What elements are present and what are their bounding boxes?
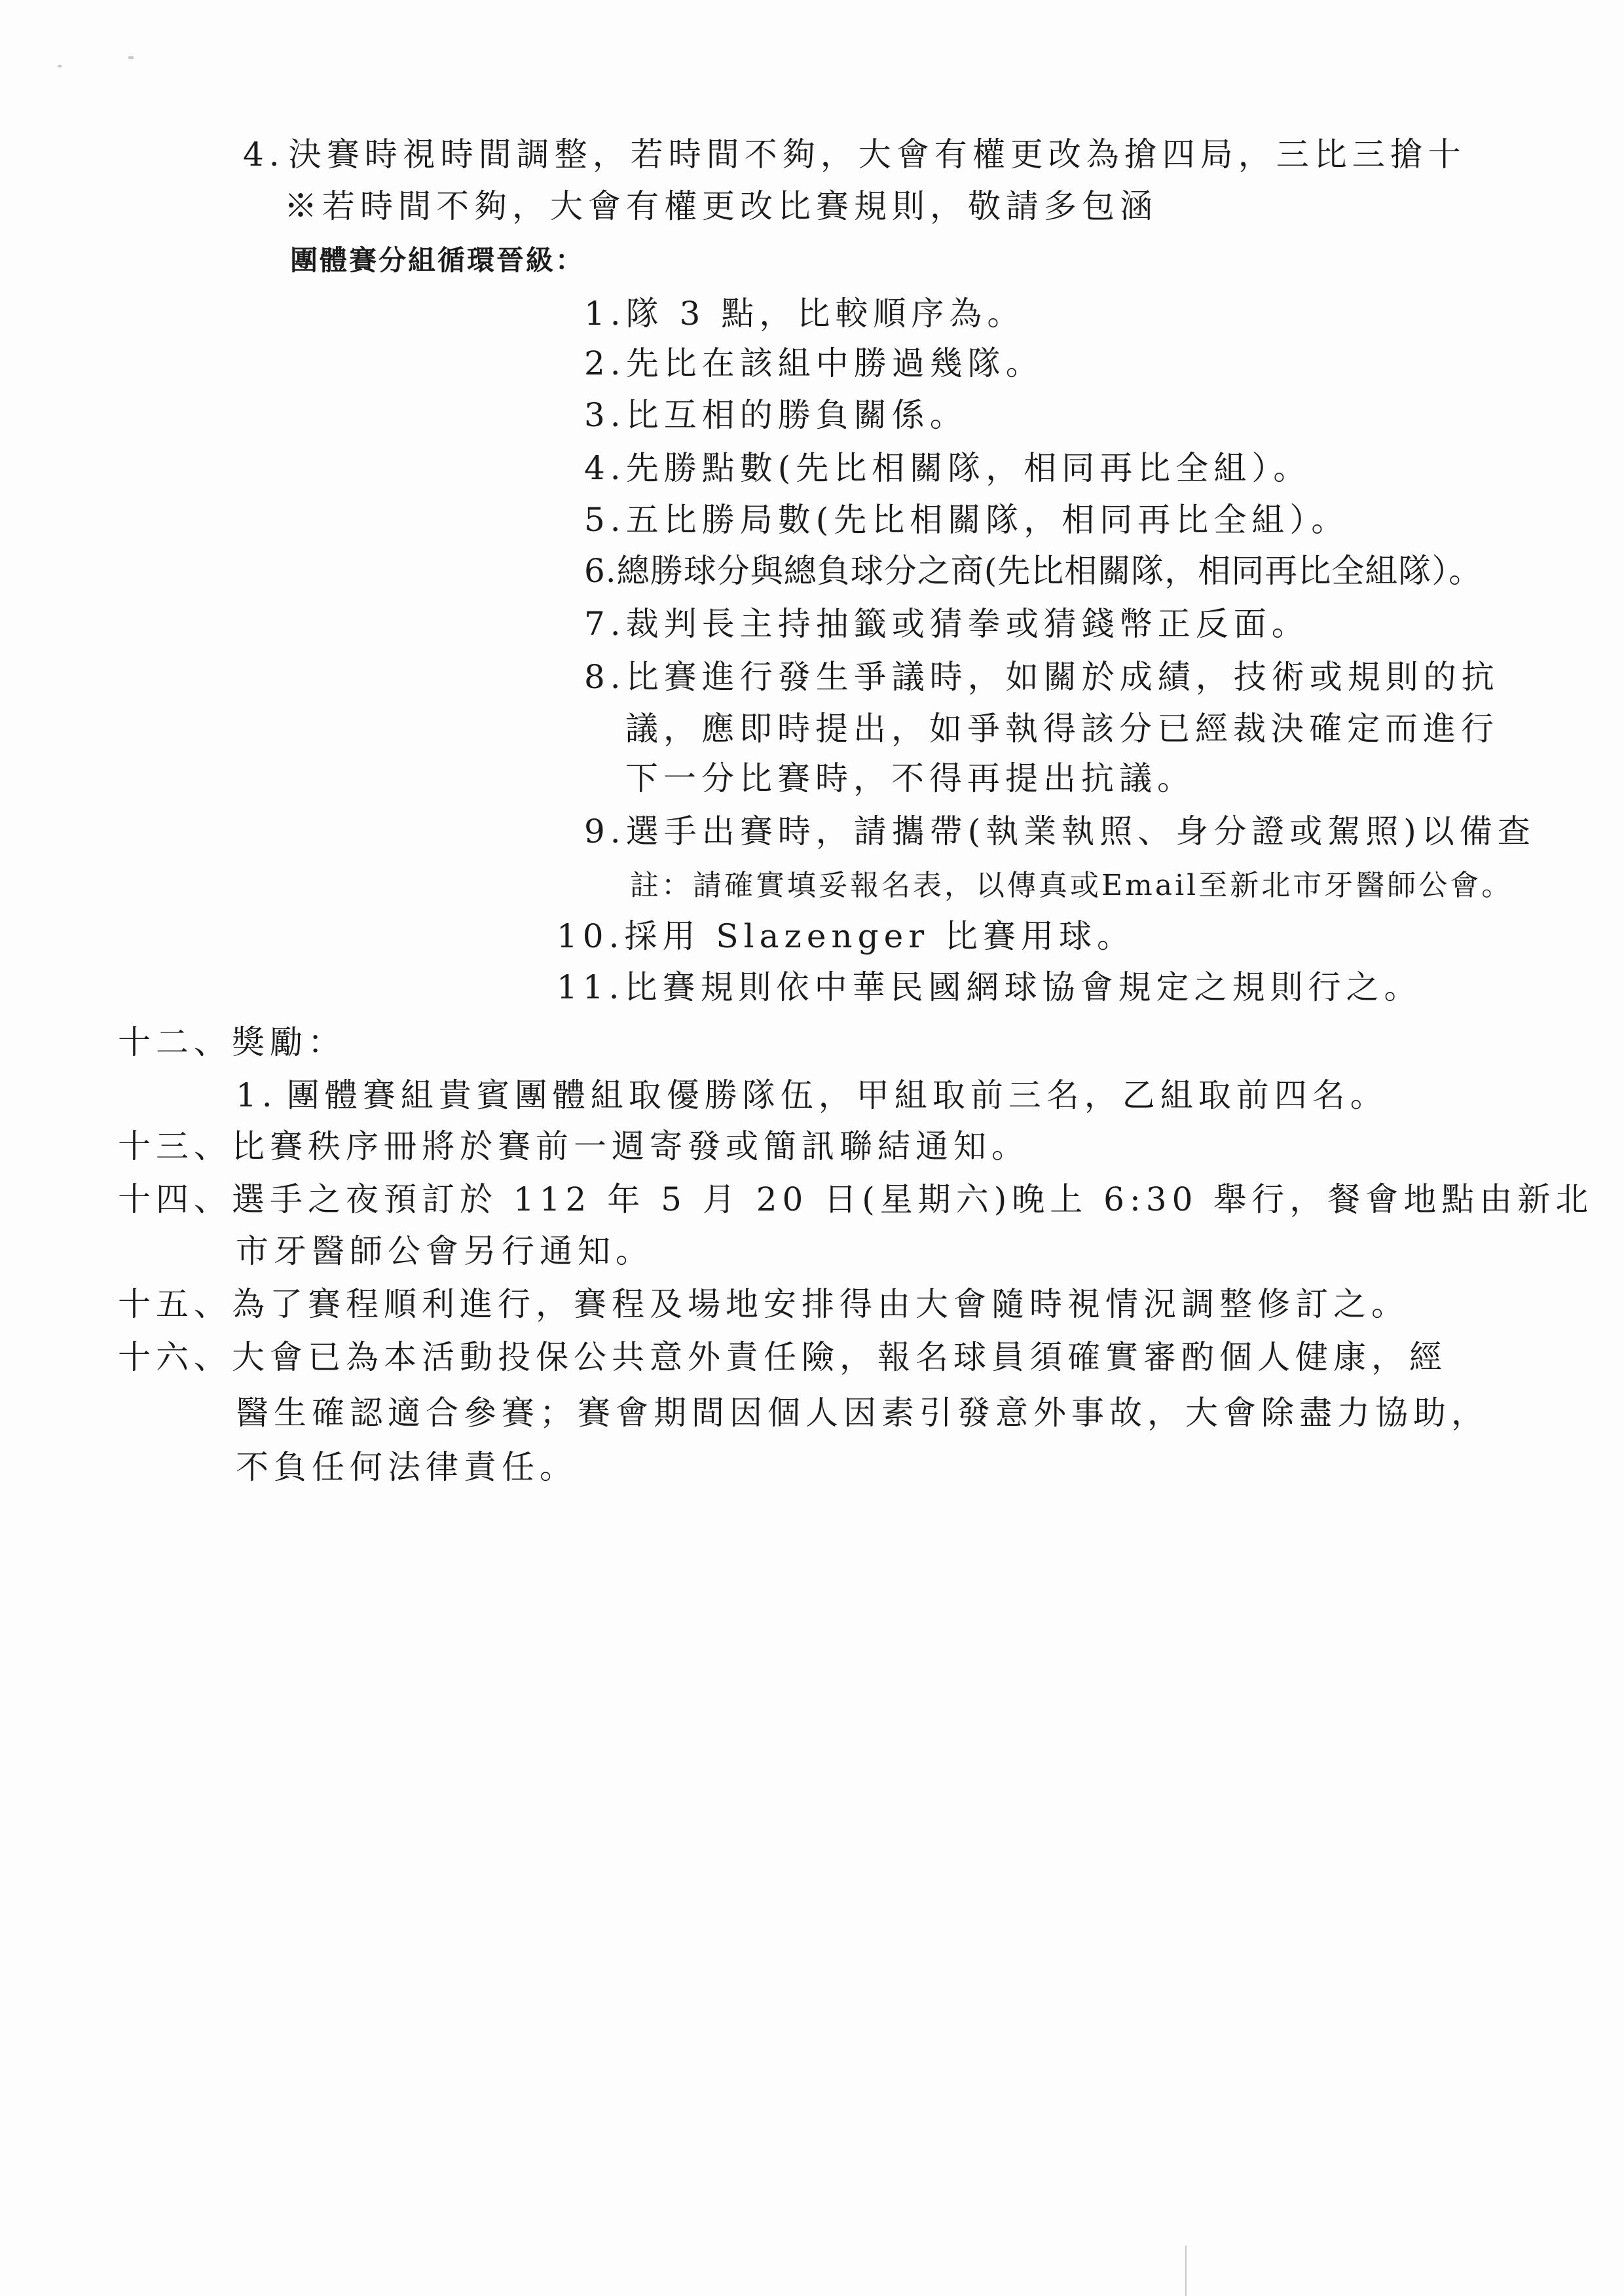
rule-text-continued: 下一分比賽時，不得再提出抗議。 bbox=[625, 759, 1195, 797]
section-number: 十二、 bbox=[118, 1023, 232, 1061]
rule-text: 裁判長主持抽籤或猜拳或猜錢幣正反面。 bbox=[625, 605, 1310, 643]
rule-number: 6. bbox=[584, 552, 617, 590]
section-sixteen bbox=[118, 1338, 1447, 1377]
scan-line bbox=[1185, 2246, 1187, 2296]
section-number: 十五、 bbox=[118, 1285, 232, 1323]
rule-number: 11. bbox=[557, 968, 625, 1006]
section-text: 大會已為本活動投保公共意外責任險，報名球員須確實審酌個人健康，經 bbox=[232, 1338, 1447, 1376]
rule-number: 8. bbox=[584, 658, 626, 696]
section-twelve bbox=[118, 1023, 346, 1062]
section-number: 十四、 bbox=[118, 1180, 232, 1218]
rule-text: 選手出賽時，請攜帶(執業執照、身分證或駕照)以備查 bbox=[625, 812, 1536, 850]
rule-number: 7. bbox=[584, 605, 626, 643]
rule-item bbox=[584, 448, 1311, 488]
section-thirteen bbox=[118, 1127, 1029, 1166]
section-text-continued: 醫生確認適合參賽；賽會期間因個人因素引發意外事故，大會除盡力協助， bbox=[236, 1394, 1489, 1432]
rule-item bbox=[584, 657, 1500, 697]
section-number: 十六、 bbox=[118, 1338, 232, 1376]
section-text: 獎勵： bbox=[232, 1023, 346, 1061]
rule-number: 5. bbox=[584, 501, 626, 539]
rule-number: 1. bbox=[584, 295, 626, 333]
rule-item bbox=[584, 812, 1536, 851]
rule-number: 10. bbox=[557, 917, 625, 955]
rule-number: 9. bbox=[584, 812, 626, 850]
section-text-continued: 市牙醫師公會另行通知。 bbox=[236, 1232, 654, 1270]
rule-item bbox=[557, 917, 1135, 956]
time-note: ※若時間不夠，大會有權更改比賽規則，敬請多包涵 bbox=[284, 187, 1158, 225]
section-fifteen bbox=[118, 1285, 1409, 1324]
rule-item bbox=[584, 344, 1044, 383]
award-item bbox=[236, 1076, 1388, 1115]
award-text: 團體賽組貴賓團體組取優勝隊伍，甲組取前三名，乙組取前四名。 bbox=[286, 1076, 1388, 1114]
section-number: 十三、 bbox=[118, 1127, 232, 1165]
scan-speck bbox=[58, 65, 62, 67]
rule-item bbox=[557, 968, 1422, 1007]
rule-text: 採用 Slazenger 比賽用球。 bbox=[624, 917, 1135, 955]
rule-item bbox=[584, 500, 1349, 539]
rule-text: 總勝球分與總負球分之商(先比相關隊，相同再比全組隊）。 bbox=[616, 552, 1483, 590]
scan-speck bbox=[128, 56, 134, 59]
rule-number: 3. bbox=[584, 396, 626, 434]
final-rule-line bbox=[243, 135, 1466, 174]
section-text-continued: 不負任何法律責任。 bbox=[236, 1448, 578, 1486]
section-text: 比賽秩序冊將於賽前一週寄發或簡訊聯結通知。 bbox=[232, 1127, 1029, 1165]
rule-number: 2. bbox=[584, 344, 626, 382]
rule-item bbox=[584, 395, 968, 435]
rule-item bbox=[584, 604, 1310, 644]
final-rule-number: 4. bbox=[243, 136, 285, 173]
rule-item bbox=[584, 551, 1482, 591]
final-rule-text: 決賽時視時間調整，若時間不夠，大會有權更改為搶四局，三比三搶十 bbox=[288, 136, 1466, 173]
rule-text-continued: 議，應即時提出，如爭執得該分已經裁決確定而進行 bbox=[625, 710, 1499, 748]
section-text: 為了賽程順利進行，賽程及場地安排得由大會隨時視情況調整修訂之。 bbox=[232, 1285, 1409, 1323]
section-text: 選手之夜預訂於 112 年 5 月 20 日(星期六)晚上 6:30 舉行，餐會地點由新北 bbox=[232, 1180, 1594, 1218]
rule-text: 比賽規則依中華民國網球協會規定之規則行之。 bbox=[624, 968, 1422, 1006]
rule-text: 比賽進行發生爭議時，如關於成績，技術或規則的抗 bbox=[625, 658, 1500, 696]
group-stage-heading: 團體賽分組循環晉級： bbox=[290, 244, 585, 276]
rule-text: 比互相的勝負關係。 bbox=[625, 396, 968, 434]
rule-item bbox=[584, 294, 1025, 333]
rule-text: 先勝點數(先比相關隊，相同再比全組）。 bbox=[625, 449, 1312, 487]
rule-text: 五比勝局數(先比相關隊，相同再比全組）。 bbox=[625, 501, 1350, 539]
registration-note: 註：請確實填妥報名表，以傳真或Email至新北市牙醫師公會。 bbox=[630, 869, 1513, 902]
award-number: 1. bbox=[236, 1076, 278, 1114]
rule-number: 4. bbox=[584, 449, 626, 487]
rule-text: 先比在該組中勝過幾隊。 bbox=[625, 344, 1044, 382]
section-fourteen bbox=[118, 1180, 1593, 1219]
rule-text: 隊 3 點，比較順序為。 bbox=[625, 295, 1025, 333]
